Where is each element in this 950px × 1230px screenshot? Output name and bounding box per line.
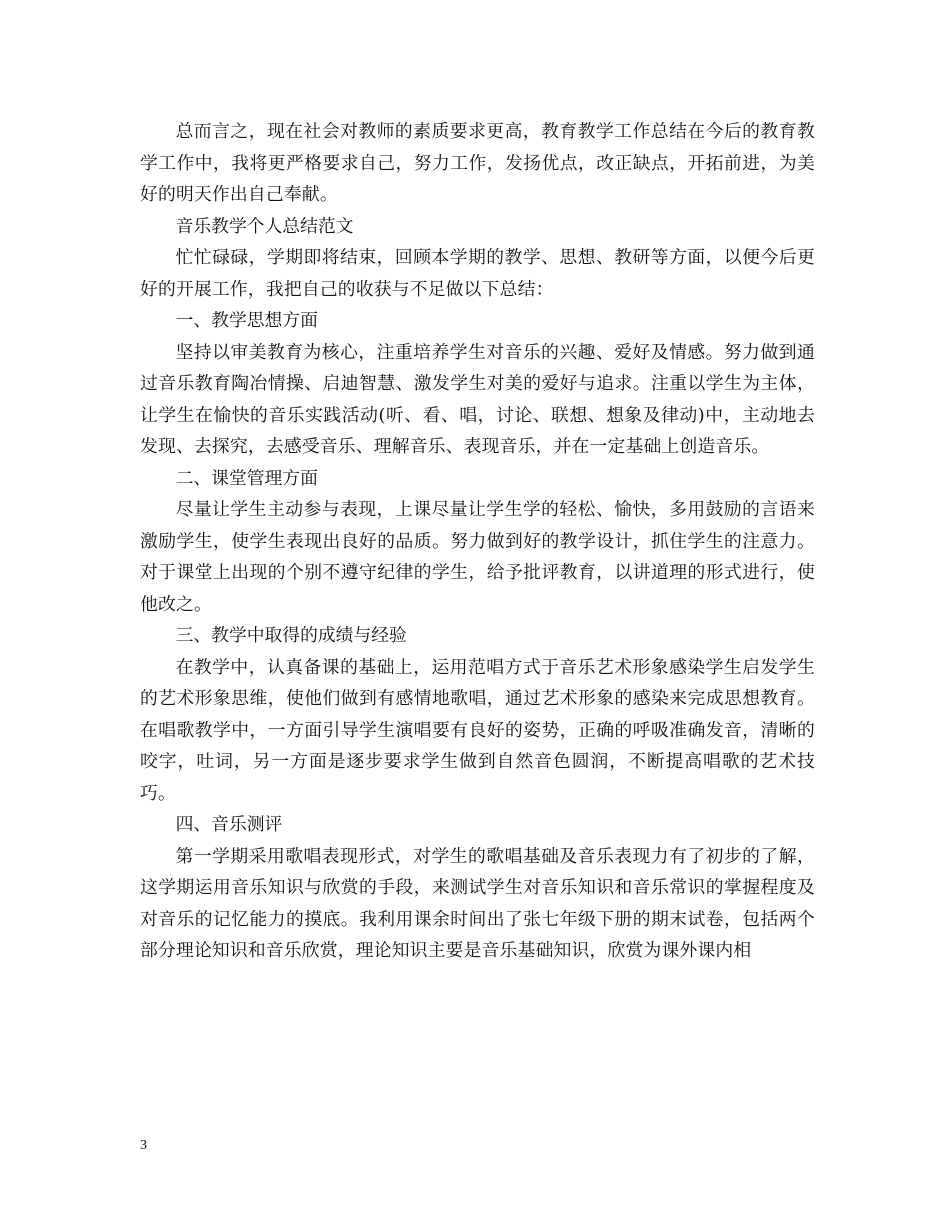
paragraph-conclusion: 总而言之，现在社会对教师的素质要求更高，教育教学工作总结在今后的教育教学工作中，我将更严格要求自己，努力工作，发扬优点，改正缺点，开拓前进，为美好的明天作出自己奉献。 xyxy=(140,121,815,205)
paragraph-teaching-thought: 坚持以审美教育为核心，注重培养学生对音乐的兴趣、爱好及情感。努力做到通过音乐教育陶冶情操、启迪智慧、激发学生对美的爱好与追求。注重以学生为主体，让学生在愉快的音乐实践活动(听、看、唱，讨论、联想、想象及律动)中，主动地去发现、去探究，去感受音乐、理解音乐、表现音乐，并在一定基础上创造音乐。 xyxy=(140,341,815,457)
paragraph-intro: 忙忙碌碌，学期即将结束，回顾本学期的教学、思想、教研等方面，以便今后更好的开展工作，我把自己的收获与不足做以下总结： xyxy=(140,247,815,300)
page-number: 3 xyxy=(140,1138,147,1153)
heading-classroom-management: 二、课堂管理方面 xyxy=(175,467,318,489)
section-title-music-summary: 音乐教学个人总结范文 xyxy=(175,215,354,237)
paragraph-classroom-management: 尽量让学生主动参与表现，上课尽量让学生学的轻松、愉快，多用鼓励的言语来激励学生，使学生表现出良好的品质。努力做到好的教学设计，抓住学生的注意力。对于课堂上出现的个别不遵守纪律的学生，给予批评教育，以讲道理的形式进行，使他改之。 xyxy=(140,499,815,615)
heading-teaching-thought: 一、教学思想方面 xyxy=(175,310,318,331)
heading-achievements: 三、教学中取得的成绩与经验 xyxy=(175,625,407,646)
paragraph-achievements: 在教学中，认真备课的基础上，运用范唱方式于音乐艺术形象感染学生启发学生的艺术形象思维，使他们做到有感情地歌唱，通过艺术形象的感染来完成思想教育。在唱歌教学中，一方面引导学生演唱要有良好的姿势，正确的呼吸准确发音，清晰的咬字，吐词，另一方面是逐步要求学生做到自然音色圆润，不断提高唱歌的艺术技巧。 xyxy=(140,656,815,804)
document-body xyxy=(140,116,815,967)
paragraph-music-assessment: 第一学期采用歌唱表现形式，对学生的歌唱基础及音乐表现力有了初步的了解，这学期运用音乐知识与欣赏的手段，来测试学生对音乐知识和音乐常识的掌握程度及对音乐的记忆能力的摸底。我利用课余时间出了张七年级下册的期末试卷，包括两个部分理论知识和音乐欣赏，理论知识主要是音乐基础知识，欣赏为课外课内相 xyxy=(140,845,815,961)
heading-music-assessment: 四、音乐测评 xyxy=(175,814,283,835)
